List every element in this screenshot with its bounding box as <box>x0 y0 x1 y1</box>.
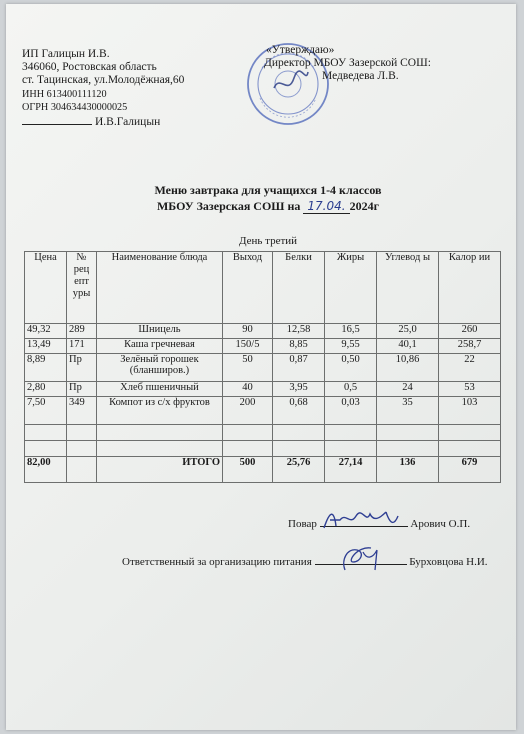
protein-cell: 8,85 <box>273 339 325 354</box>
menu-table <box>24 251 501 483</box>
responsible-signature-line <box>122 556 488 568</box>
header-cell: № рец епт уры <box>67 252 97 324</box>
menu-title-line2 <box>6 199 524 213</box>
header-cell: Калор ии <box>439 252 501 324</box>
price-cell: 49,32 <box>25 324 67 339</box>
header-cell: Углевод ы <box>377 252 439 324</box>
table-row <box>25 397 501 425</box>
dish-cell: Зелёный горошек (бланширов.) <box>97 354 223 382</box>
approver-position: Директор МБОУ Зазерской СОШ: <box>264 57 431 69</box>
protein-cell: 12,58 <box>273 324 325 339</box>
issuer-signature-name: И.В.Галицын <box>95 116 161 129</box>
calories-cell: 258,7 <box>439 339 501 354</box>
dish-cell: Шницель <box>97 324 223 339</box>
total-calories-cell: 679 <box>439 457 501 483</box>
total-fat-cell: 27,14 <box>325 457 377 483</box>
year: 2024г <box>349 199 380 213</box>
calories-cell: 53 <box>439 382 501 397</box>
responsible-name: Бурховцова Н.И. <box>409 556 488 568</box>
carbs-cell: 24 <box>377 382 439 397</box>
calories-cell: 22 <box>439 354 501 382</box>
issuer-name: ИП Галицын И.В. <box>22 48 110 60</box>
issuer-signature-line <box>22 114 184 129</box>
document-page <box>6 4 516 730</box>
total-label-cell: ИТОГО <box>97 457 223 483</box>
header-cell: Выход <box>223 252 273 324</box>
protein-cell: 0,68 <box>273 397 325 425</box>
empty-row <box>25 425 501 441</box>
yield-cell: 90 <box>223 324 273 339</box>
issuer-address-street: ст. Тацинская, ул.Молодёжная,60 <box>22 74 185 87</box>
cook-name: Арович О.П. <box>410 518 471 530</box>
table-row <box>25 382 501 397</box>
carbs-cell: 10,86 <box>377 354 439 382</box>
handwritten-date: 17.04. <box>303 199 349 214</box>
price-cell: 2,80 <box>25 382 67 397</box>
carbs-cell: 35 <box>377 397 439 425</box>
header-cell: Цена <box>25 252 67 324</box>
cook-signature-line <box>288 518 470 530</box>
recipe-cell: Пр <box>67 382 97 397</box>
issuer-inn: ИНН 613400111120 <box>22 88 107 100</box>
total-protein-cell: 25,76 <box>273 457 325 483</box>
day-label: День третий <box>238 235 298 247</box>
issuer-block <box>22 48 184 129</box>
recipe-cell: 349 <box>67 397 97 425</box>
approver-name: Медведева Л.В. <box>322 70 399 82</box>
fat-cell: 0,5 <box>325 382 377 397</box>
table-row <box>25 339 501 354</box>
price-cell: 8,89 <box>25 354 67 382</box>
responsible-signature-blank <box>315 564 407 565</box>
price-cell: 13,49 <box>25 339 67 354</box>
header-cell: Белки <box>273 252 325 324</box>
protein-cell: 0,87 <box>273 354 325 382</box>
header-cell: Жиры <box>325 252 377 324</box>
recipe-cell: 289 <box>67 324 97 339</box>
cook-label: Повар <box>288 518 317 530</box>
carbs-cell: 40,1 <box>377 339 439 354</box>
total-price-cell: 82,00 <box>25 457 67 483</box>
school-name: МБОУ Зазерская СОШ на <box>156 199 301 213</box>
issuer-address-region: 346060, Ростовская область <box>22 61 157 74</box>
total-yield-cell: 500 <box>223 457 273 483</box>
yield-cell: 150/5 <box>223 339 273 354</box>
responsible-signature <box>327 542 397 574</box>
carbs-cell: 25,0 <box>377 324 439 339</box>
table-row <box>25 324 501 339</box>
yield-cell: 200 <box>223 397 273 425</box>
total-row <box>25 457 501 483</box>
signature-blank <box>22 114 92 125</box>
responsible-label: Ответственный за организацию питания <box>122 556 312 568</box>
dish-cell: Каша гречневая <box>97 339 223 354</box>
empty-row <box>25 441 501 457</box>
price-cell: 7,50 <box>25 397 67 425</box>
cook-signature-blank <box>320 526 408 527</box>
fat-cell: 16,5 <box>325 324 377 339</box>
dish-cell: Хлеб пшеничный <box>97 382 223 397</box>
cook-signature <box>320 504 400 534</box>
recipe-cell: Пр <box>67 354 97 382</box>
calories-cell: 103 <box>439 397 501 425</box>
protein-cell: 3,95 <box>273 382 325 397</box>
approval-block <box>264 44 431 82</box>
dish-cell: Компот из с/х фруктов <box>97 397 223 425</box>
header-cell: Наименование блюда <box>97 252 223 324</box>
yield-cell: 50 <box>223 354 273 382</box>
table-row <box>25 354 501 382</box>
fat-cell: 0,03 <box>325 397 377 425</box>
approval-title: «Утверждаю» <box>266 44 335 56</box>
recipe-cell: 171 <box>67 339 97 354</box>
fat-cell: 0,50 <box>325 354 377 382</box>
calories-cell: 260 <box>439 324 501 339</box>
yield-cell: 40 <box>223 382 273 397</box>
menu-title: Меню завтрака для учащихся 1-4 классов <box>154 183 382 197</box>
total-carbs-cell: 136 <box>377 457 439 483</box>
fat-cell: 9,55 <box>325 339 377 354</box>
table-header-row <box>25 252 501 324</box>
total-recipe-cell <box>67 457 97 483</box>
issuer-ogrn: ОГРН 304634430000025 <box>22 101 128 113</box>
